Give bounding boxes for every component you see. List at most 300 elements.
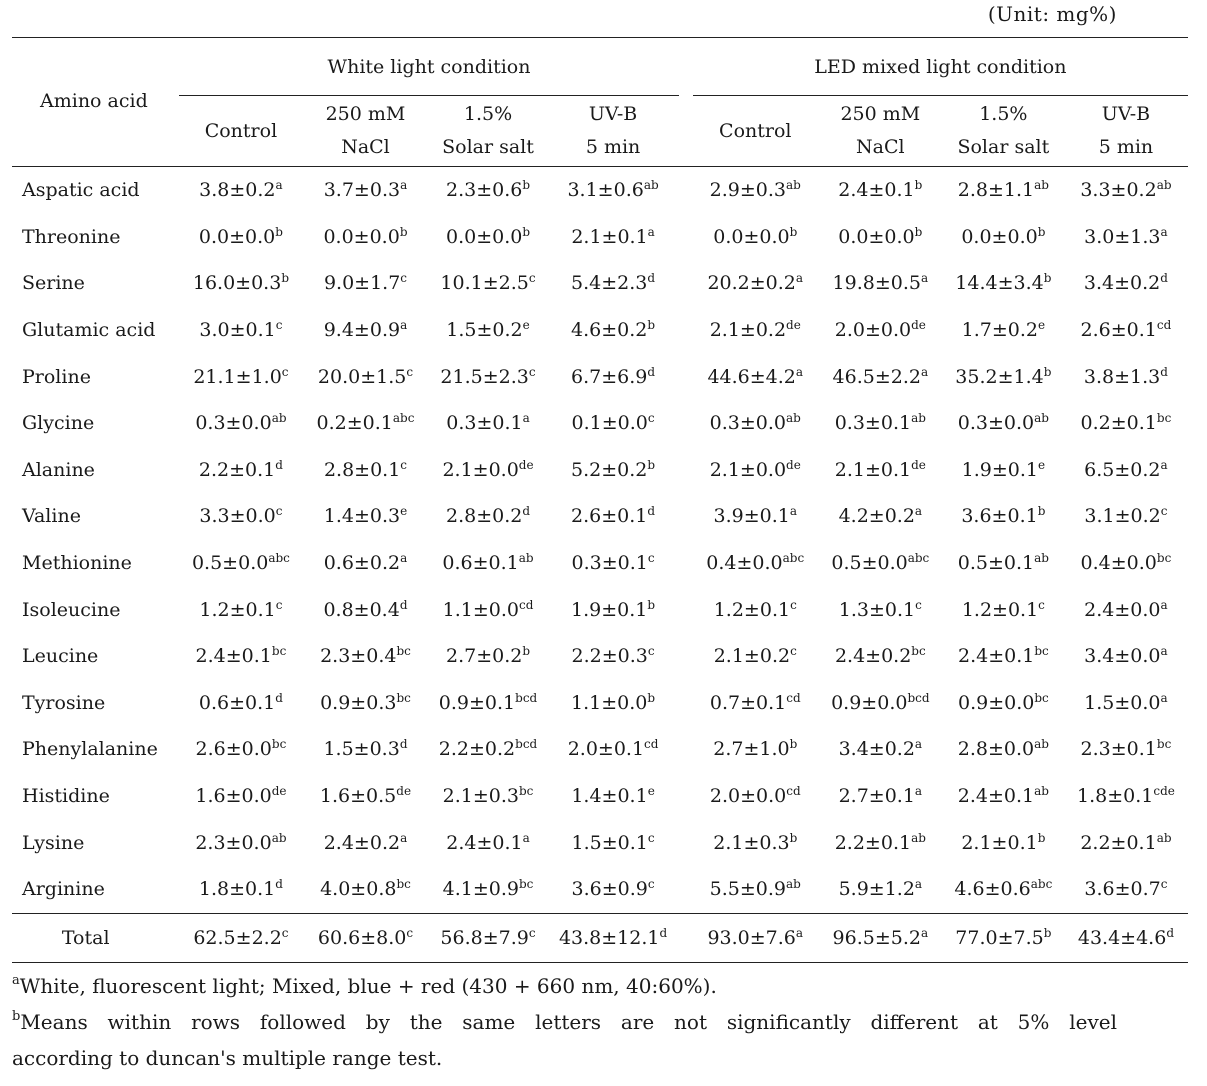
significance-letter: c: [915, 597, 922, 612]
value-cell: [693, 540, 818, 587]
significance-letter: c: [528, 271, 536, 286]
significance-letter: b: [1037, 830, 1046, 845]
mean-sd-value: 2.6±0.1: [1080, 319, 1157, 342]
mean-sd-value: 3.8±1.3: [1083, 365, 1161, 388]
value-cell: [943, 866, 1064, 913]
column-gap: [679, 307, 693, 354]
value-cell: [179, 680, 302, 727]
value-cell: [1064, 819, 1188, 866]
col-header: [818, 96, 943, 167]
mean-sd-value: 2.2±0.2: [438, 738, 516, 761]
value-cell: [943, 167, 1064, 214]
value-cell: [179, 633, 302, 680]
amino-acid-table: [12, 37, 1188, 963]
significance-letter: bc: [1156, 737, 1172, 752]
significance-letter: cd: [786, 690, 801, 705]
col-header-line2: Solar salt: [957, 136, 1050, 158]
amino-acid-name: Threonine: [22, 225, 121, 248]
table-row: [12, 260, 1188, 307]
mean-sd-value: 0.9±0.1: [438, 691, 516, 714]
footnote-text: according to duncan's multiple range test.: [12, 1046, 443, 1070]
significance-letter: b: [647, 457, 656, 472]
significance-letter: b: [647, 597, 656, 612]
amino-acid-name: Leucine: [22, 645, 99, 668]
mean-sd-value: 1.8±0.1: [1077, 785, 1154, 808]
mean-sd-value: 3.0±1.3: [1084, 225, 1161, 248]
significance-letter: bcd: [515, 690, 538, 705]
table-row: [12, 633, 1188, 680]
value-cell: [693, 866, 818, 913]
significance-letter: ab: [911, 830, 926, 845]
value-cell: [429, 447, 548, 494]
significance-letter: de: [786, 318, 801, 333]
column-gap: [679, 680, 693, 727]
value-cell: [943, 913, 1064, 962]
mean-sd-value: 77.0±7.5: [955, 926, 1044, 949]
value-cell: [693, 633, 818, 680]
value-cell: [943, 447, 1064, 494]
value-cell: [429, 866, 548, 913]
mean-sd-value: 3.6±0.9: [571, 878, 648, 901]
significance-letter: bc: [1156, 411, 1172, 426]
significance-letter: a: [522, 411, 530, 426]
mean-sd-value: 1.5±0.0: [1084, 691, 1161, 714]
mean-sd-value: 3.4±0.2: [1083, 272, 1161, 295]
value-cell: [302, 680, 428, 727]
value-cell: [818, 913, 943, 962]
col-header-line2: Solar salt: [442, 136, 534, 158]
mean-sd-value: 2.8±0.1: [323, 458, 401, 481]
mean-sd-value: 1.1±0.0: [571, 691, 648, 714]
value-cell: [548, 913, 679, 962]
value-cell: [693, 260, 818, 307]
mean-sd-value: 3.4±0.2: [838, 738, 915, 761]
significance-letter: c: [400, 457, 408, 472]
mean-sd-value: 93.0±7.6: [707, 926, 796, 949]
significance-letter: c: [647, 830, 655, 845]
value-cell: [548, 307, 679, 354]
significance-letter: ab: [1034, 784, 1049, 799]
significance-letter: ab: [271, 830, 287, 845]
significance-letter: ab: [1156, 830, 1172, 845]
significance-letter: a: [522, 830, 530, 845]
value-cell: [943, 260, 1064, 307]
col-header: [302, 96, 428, 167]
significance-letter: ab: [786, 877, 801, 892]
value-cell: [179, 307, 302, 354]
column-gap: [679, 773, 693, 820]
significance-letter: a: [914, 784, 923, 799]
mean-sd-value: 2.2±0.1: [198, 458, 276, 481]
mean-sd-value: 19.8±0.5: [832, 272, 921, 295]
value-cell: [302, 167, 428, 214]
mean-sd-value: 20.2±0.2: [707, 272, 796, 295]
unit-note: (Unit: mg%): [987, 2, 1117, 26]
mean-sd-value: 6.5±0.2: [1084, 458, 1161, 481]
value-cell: [548, 167, 679, 214]
amino-acid-name: Serine: [22, 272, 85, 295]
value-cell: [179, 540, 302, 587]
value-cell: [818, 447, 943, 494]
mean-sd-value: 2.8±0.2: [445, 505, 523, 528]
mean-sd-value: 0.3±0.0: [709, 412, 787, 435]
footnote-mark: b: [12, 1009, 21, 1024]
mean-sd-value: 21.1±1.0: [193, 365, 282, 388]
value-cell: [302, 773, 428, 820]
white-light-header: [179, 38, 678, 97]
significance-letter: a: [795, 271, 804, 286]
mean-sd-value: 2.4±0.2: [834, 645, 912, 668]
value-cell: [179, 214, 302, 261]
value-cell: [429, 633, 548, 680]
significance-letter: a: [1160, 597, 1168, 612]
table-row: [12, 540, 1188, 587]
value-cell: [693, 353, 818, 400]
total-row: [12, 913, 1188, 962]
significance-letter: ab: [518, 551, 534, 566]
significance-letter: de: [271, 784, 287, 799]
mean-sd-value: 2.9±0.3: [709, 179, 787, 202]
mean-sd-value: 0.9±0.3: [320, 691, 397, 714]
table-row: [12, 819, 1188, 866]
significance-letter: abc: [907, 551, 930, 566]
mean-sd-value: 2.7±1.0: [713, 738, 790, 761]
value-cell: [818, 633, 943, 680]
value-cell: [548, 773, 679, 820]
significance-letter: b: [914, 224, 923, 239]
value-cell: [179, 260, 302, 307]
table-row: [12, 214, 1188, 261]
mean-sd-value: 2.4±0.1: [195, 645, 272, 668]
significance-letter: c: [790, 597, 797, 612]
mean-sd-value: 44.6±4.2: [707, 365, 796, 388]
value-cell: [1064, 447, 1188, 494]
value-cell: [302, 307, 428, 354]
col-header-line1: Control: [719, 119, 792, 142]
significance-letter: d: [659, 925, 668, 940]
significance-letter: a: [914, 877, 923, 892]
amino-acid-name: Proline: [22, 365, 91, 388]
value-cell: [1064, 586, 1188, 633]
value-cell: [943, 540, 1064, 587]
value-cell: [179, 493, 302, 540]
significance-letter: bc: [271, 644, 287, 659]
value-cell: [302, 586, 428, 633]
value-cell: [943, 633, 1064, 680]
mean-sd-value: 2.4±0.1: [838, 179, 915, 202]
led-light-label: LED mixed light condition: [814, 56, 1067, 78]
mean-sd-value: 3.9±0.1: [713, 505, 790, 528]
value-cell: [693, 680, 818, 727]
mean-sd-value: 1.9±0.1: [961, 458, 1038, 481]
value-cell: [1064, 400, 1188, 447]
value-cell: [548, 493, 679, 540]
col-header: [1064, 96, 1188, 167]
significance-letter: cd: [518, 597, 534, 612]
value-cell: [302, 866, 428, 913]
significance-letter: c: [647, 644, 655, 659]
significance-letter: c: [1160, 877, 1168, 892]
value-cell: [548, 214, 679, 261]
mean-sd-value: 2.4±0.2: [323, 831, 401, 854]
significance-letter: de: [396, 784, 412, 799]
mean-sd-value: 0.5±0.1: [957, 552, 1035, 575]
col-header-line1: UV-B: [1101, 103, 1151, 125]
table-row: [12, 307, 1188, 354]
value-cell: [302, 493, 428, 540]
significance-letter: b: [647, 690, 656, 705]
significance-letter: ab: [1156, 178, 1172, 193]
significance-letter: c: [647, 551, 655, 566]
significance-letter: ab: [271, 411, 287, 426]
value-cell: [818, 866, 943, 913]
value-cell: [943, 400, 1064, 447]
mean-sd-value: 4.1±0.9: [442, 878, 519, 901]
amino-acid-name: Tyrosine: [22, 691, 106, 714]
amino-acid-name: Lysine: [22, 831, 85, 854]
significance-letter: bc: [271, 737, 287, 752]
mean-sd-value: 43.4±4.6: [1077, 926, 1167, 949]
value-cell: [693, 400, 818, 447]
significance-letter: a: [795, 925, 804, 940]
significance-letter: bc: [1034, 690, 1049, 705]
significance-letter: ab: [1034, 737, 1049, 752]
value-cell: [943, 680, 1064, 727]
mean-sd-value: 2.1±0.1: [571, 225, 648, 248]
significance-letter: d: [647, 364, 656, 379]
value-cell: [818, 586, 943, 633]
footnote-text: Means within rows followed by the same letters are not significantly different at 5% level: [20, 1010, 1117, 1034]
mean-sd-value: 2.3±0.4: [320, 645, 397, 668]
significance-letter: c: [281, 925, 289, 940]
significance-letter: ab: [1034, 411, 1049, 426]
value-cell: [429, 680, 548, 727]
amino-acid-name: Histidine: [22, 785, 110, 808]
value-cell: [1064, 726, 1188, 773]
value-cell: [1064, 680, 1188, 727]
value-cell: [179, 400, 302, 447]
mean-sd-value: 0.0±0.0: [838, 225, 915, 248]
significance-letter: ab: [786, 178, 801, 193]
significance-letter: bcd: [907, 690, 930, 705]
mean-sd-value: 2.1±0.3: [442, 785, 519, 808]
significance-letter: b: [789, 830, 798, 845]
column-gap: [679, 493, 693, 540]
value-cell: [429, 167, 548, 214]
value-cell: [818, 214, 943, 261]
value-cell: [179, 167, 302, 214]
significance-letter: b: [914, 178, 923, 193]
mean-sd-value: 0.3±0.1: [571, 552, 648, 575]
table-body: [12, 167, 1188, 963]
mean-sd-value: 2.2±0.1: [834, 831, 912, 854]
value-cell: [693, 447, 818, 494]
value-cell: [1064, 633, 1188, 680]
value-cell: [179, 586, 302, 633]
significance-letter: a: [914, 504, 923, 519]
value-cell: [429, 540, 548, 587]
mean-sd-value: 2.7±0.1: [838, 785, 915, 808]
value-cell: [943, 773, 1064, 820]
mean-sd-value: 3.6±0.1: [961, 505, 1038, 528]
value-cell: [302, 214, 428, 261]
mean-sd-value: 0.9±0.0: [957, 691, 1035, 714]
significance-letter: b: [522, 644, 531, 659]
mean-sd-value: 2.3±0.1: [1080, 738, 1157, 761]
value-cell: [943, 586, 1064, 633]
mean-sd-value: 0.3±0.0: [957, 412, 1035, 435]
value-cell: [693, 214, 818, 261]
amino-acid-header: Amino acid: [40, 90, 148, 112]
significance-letter: cd: [644, 737, 659, 752]
footnotes: [12, 968, 1117, 1076]
mean-sd-value: 2.0±0.0: [834, 319, 912, 342]
significance-letter: a: [1160, 644, 1168, 659]
significance-letter: e: [1037, 318, 1046, 333]
mean-sd-value: 2.2±0.3: [571, 645, 648, 668]
mean-sd-value: 3.3±0.0: [199, 505, 276, 528]
mean-sd-value: 2.8±1.1: [957, 179, 1035, 202]
table-row: [12, 167, 1188, 214]
value-cell: [548, 447, 679, 494]
mean-sd-value: 0.3±0.1: [834, 412, 912, 435]
value-cell: [548, 633, 679, 680]
mean-sd-value: 0.0±0.0: [445, 225, 523, 248]
significance-letter: e: [400, 504, 408, 519]
value-cell: [818, 540, 943, 587]
mean-sd-value: 2.7±0.2: [445, 645, 523, 668]
mean-sd-value: 4.0±0.8: [320, 878, 397, 901]
value-cell: [693, 493, 818, 540]
value-cell: [818, 353, 943, 400]
amino-acid-name: Aspatic acid: [22, 179, 140, 202]
significance-letter: a: [647, 224, 655, 239]
significance-letter: bc: [911, 644, 926, 659]
col-header-line1: 250 mM: [325, 103, 406, 125]
col-header: [943, 96, 1064, 167]
mean-sd-value: 46.5±2.2: [832, 365, 921, 388]
mean-sd-value: 5.5±0.9: [709, 878, 787, 901]
mean-sd-value: 1.7±0.2: [961, 319, 1038, 342]
value-cell: [943, 493, 1064, 540]
mean-sd-value: 1.2±0.1: [713, 598, 791, 621]
column-gap: [679, 726, 693, 773]
value-cell: [548, 866, 679, 913]
significance-letter: a: [920, 925, 929, 940]
value-cell: [429, 400, 548, 447]
amino-acid-name: Valine: [22, 505, 81, 528]
col-header-line2: NaCl: [341, 136, 390, 158]
value-cell: [179, 773, 302, 820]
significance-letter: b: [1037, 504, 1046, 519]
mean-sd-value: 0.6±0.1: [198, 691, 276, 714]
significance-letter: c: [1038, 597, 1045, 612]
mean-sd-value: 10.1±2.5: [440, 272, 529, 295]
significance-letter: a: [795, 364, 804, 379]
mean-sd-value: 56.8±7.9: [440, 926, 529, 949]
value-cell: [818, 726, 943, 773]
mean-sd-value: 62.5±2.2: [193, 926, 282, 949]
value-cell: [943, 819, 1064, 866]
mean-sd-value: 0.5±0.0: [831, 552, 908, 575]
mean-sd-value: 0.2±0.1: [1080, 412, 1157, 435]
significance-letter: b: [789, 737, 798, 752]
value-cell: [818, 773, 943, 820]
mean-sd-value: 2.1±0.1: [961, 831, 1038, 854]
significance-letter: b: [789, 224, 798, 239]
value-cell: [818, 400, 943, 447]
col-header-line1: Control: [204, 119, 278, 142]
mean-sd-value: 0.3±0.0: [195, 412, 272, 435]
significance-letter: d: [399, 597, 408, 612]
value-cell: [1064, 913, 1188, 962]
value-cell: [302, 913, 428, 962]
value-cell: [693, 913, 818, 962]
significance-letter: a: [914, 737, 923, 752]
mean-sd-value: 21.5±2.3: [440, 365, 529, 388]
value-cell: [179, 866, 302, 913]
significance-letter: d: [275, 690, 283, 705]
footnote-mark: a: [12, 973, 20, 988]
mean-sd-value: 0.6±0.2: [323, 552, 401, 575]
value-cell: [818, 167, 943, 214]
significance-letter: de: [911, 318, 926, 333]
footnote-a: [12, 968, 1117, 1004]
significance-letter: b: [399, 224, 408, 239]
value-cell: [302, 726, 428, 773]
value-cell: [429, 353, 548, 400]
mean-sd-value: 1.1±0.0: [442, 598, 519, 621]
significance-letter: a: [920, 364, 929, 379]
significance-letter: ab: [643, 178, 659, 193]
significance-letter: d: [647, 504, 656, 519]
mean-sd-value: 3.1±0.2: [1084, 505, 1161, 528]
mean-sd-value: 3.4±0.0: [1084, 645, 1161, 668]
column-gap: [679, 913, 693, 962]
significance-letter: a: [400, 830, 408, 845]
value-cell: [1064, 353, 1188, 400]
mean-sd-value: 0.5±0.0: [191, 552, 269, 575]
significance-letter: c: [275, 597, 283, 612]
significance-letter: bc: [518, 877, 534, 892]
value-cell: [548, 540, 679, 587]
column-header-row: [12, 96, 1188, 167]
value-cell: [179, 819, 302, 866]
value-cell: [818, 493, 943, 540]
value-cell: [693, 307, 818, 354]
value-cell: [429, 493, 548, 540]
significance-letter: ab: [786, 411, 801, 426]
mean-sd-value: 1.8±0.1: [198, 878, 276, 901]
value-cell: [548, 726, 679, 773]
mean-sd-value: 0.1±0.0: [571, 412, 648, 435]
mean-sd-value: 3.8±0.2: [199, 179, 276, 202]
table-row: [12, 773, 1188, 820]
total-label: Total: [12, 913, 179, 962]
mean-sd-value: 0.2±0.1: [316, 412, 393, 435]
amino-acid-name: Alanine: [22, 458, 95, 481]
value-cell: [943, 214, 1064, 261]
value-cell: [693, 819, 818, 866]
significance-letter: cde: [1153, 784, 1175, 799]
col-header: [179, 96, 302, 167]
value-cell: [818, 680, 943, 727]
value-cell: [302, 353, 428, 400]
significance-letter: e: [522, 318, 530, 333]
significance-letter: bc: [1156, 551, 1172, 566]
value-cell: [429, 726, 548, 773]
significance-letter: de: [911, 457, 926, 472]
